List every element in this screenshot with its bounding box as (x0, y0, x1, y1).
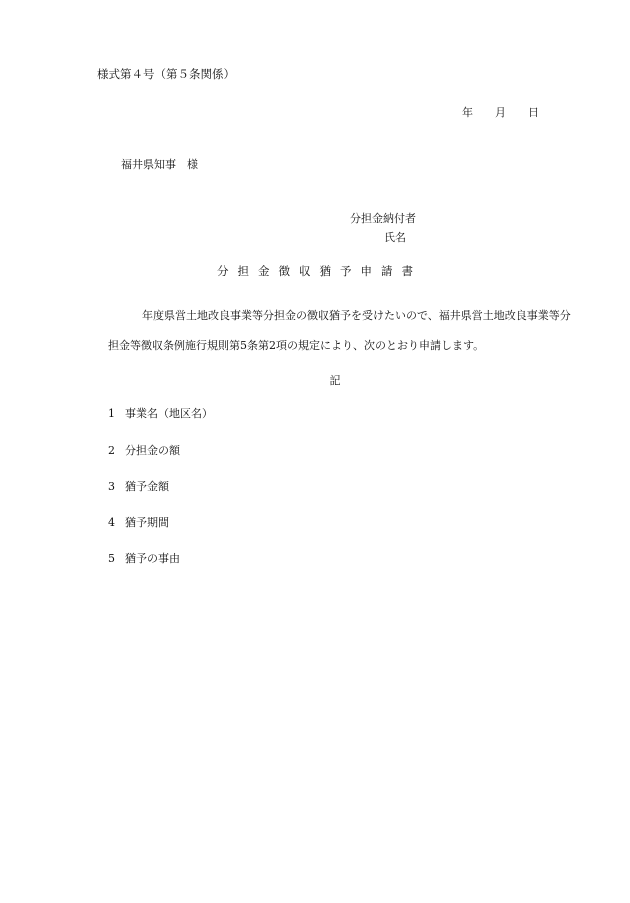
body-text: 年度県営土地改良事業等分担金の徴収猶予を受けたいので、福井県営土地改良事業等分担金等徴収条例施行規則第5条第2項の規定により、次のとおり申請します。 (108, 309, 571, 352)
item-label: 猶予期間 (125, 516, 169, 529)
list-item (108, 442, 180, 458)
list-item (108, 550, 180, 566)
document-title: 分担金徴収猶予申請書 (217, 264, 422, 278)
item-number: 1 (108, 407, 115, 420)
date-year-label: 年 (462, 106, 473, 119)
date-line (462, 104, 539, 120)
list-item (108, 478, 169, 494)
form-number: 様式第４号（第５条関係） (97, 67, 235, 81)
item-number: 5 (108, 552, 115, 565)
item-label: 分担金の額 (125, 444, 180, 457)
item-label: 猶予の事由 (125, 552, 180, 565)
item-number: 3 (108, 480, 115, 493)
applicant-role: 分担金納付者 (350, 212, 416, 225)
item-number: 4 (108, 516, 115, 529)
item-number: 2 (108, 444, 115, 457)
applicant-name-label: 氏名 (384, 231, 406, 244)
ki-heading: 記 (329, 374, 341, 387)
date-day-label: 日 (528, 106, 539, 119)
addressee: 福井県知事 様 (121, 158, 198, 171)
list-item (108, 514, 169, 530)
list-item (108, 405, 213, 421)
date-month-label: 月 (495, 106, 506, 119)
item-label: 事業名（地区名） (125, 407, 213, 420)
item-label: 猶予金額 (125, 480, 169, 493)
